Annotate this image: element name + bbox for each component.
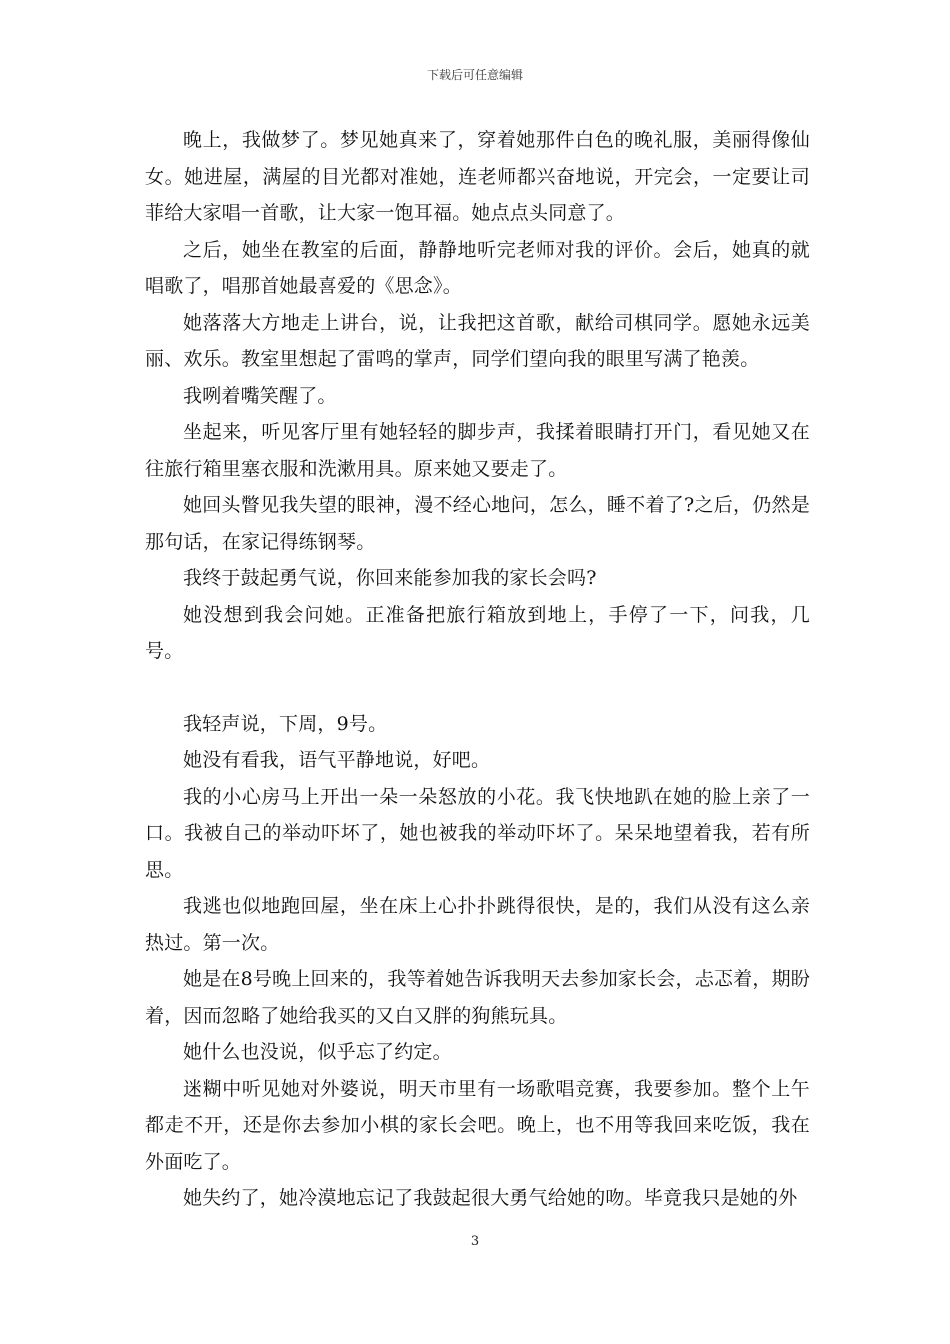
paragraph: 她回头瞥见我失望的眼神，漫不经心地问，怎么，睡不着了?之后，仍然是那句话，在家记得练钢琴。 [145, 494, 810, 553]
paragraph: 她落落大方地走上讲台，说，让我把这首歌，献给司棋同学。愿她永远美丽、欢乐。教室里想起了雷鸣的掌声，同学们望向我的眼里写满了艳羡。 [145, 311, 810, 370]
paragraph: 她没想到我会问她。正准备把旅行箱放到地上，手停了一下，问我，几号。 [145, 603, 810, 662]
paragraph: 我终于鼓起勇气说，你回来能参加我的家长会吗? [183, 567, 597, 589]
paragraph: 坐起来，听见客厅里有她轻轻的脚步声，我揉着眼睛打开门，看见她又在往旅行箱里塞衣服和洗漱用具。原来她又要走了。 [145, 421, 810, 480]
paragraph: 她什么也没说，似乎忘了约定。 [183, 1041, 452, 1063]
paragraph: 我咧着嘴笑醒了。 [183, 384, 337, 407]
page-header: 下载后可任意编辑 [426, 68, 523, 82]
paragraph: 她没有看我，语气平静地说，好吧。 [183, 749, 491, 771]
paragraph: 之后，她坐在教室的后面，静静地听完老师对我的评价。会后，她真的就唱歌了，唱那首她最喜爱的《思念》。 [145, 238, 810, 297]
page-number: 3 [470, 1234, 480, 1249]
paragraph: 晚上，我做梦了。梦见她真来了，穿着她那件白色的晚礼服，美丽得像仙女。她进屋，满屋的目光都对准她，连老师都兴奋地说，开完会，一定要让司菲给大家唱一首歌，让大家一饱耳福。她点点头同意了。 [145, 129, 810, 224]
body-text [145, 122, 810, 1217]
paragraph: 她是在8号晚上回来的，我等着她告诉我明天去参加家长会，忐忑着，期盼着，因而忽略了她给我买的又白又胖的狗熊玩具。 [145, 968, 810, 1027]
paragraph: 我的小心房马上开出一朵一朵怒放的小花。我飞快地趴在她的脸上亲了一口。我被自己的举动吓坏了，她也被我的举动吓坏了。呆呆地望着我，若有所思。 [145, 785, 810, 881]
paragraph: 我逃也似地跑回屋，坐在床上心扑扑跳得很快，是的，我们从没有这么亲热过。第一次。 [145, 895, 810, 954]
paragraph: 她失约了，她冷漠地忘记了我鼓起很大勇气给她的吻。毕竟我只是她的外 [183, 1187, 798, 1209]
paragraph: 我轻声说，下周，9号。 [183, 712, 388, 735]
paragraph: 迷糊中听见她对外婆说，明天市里有一场歌唱竞赛，我要参加。整个上午都走不开，还是你去参加小棋的家长会吧。晚上，也不用等我回来吃饭，我在外面吃了。 [145, 1077, 810, 1173]
